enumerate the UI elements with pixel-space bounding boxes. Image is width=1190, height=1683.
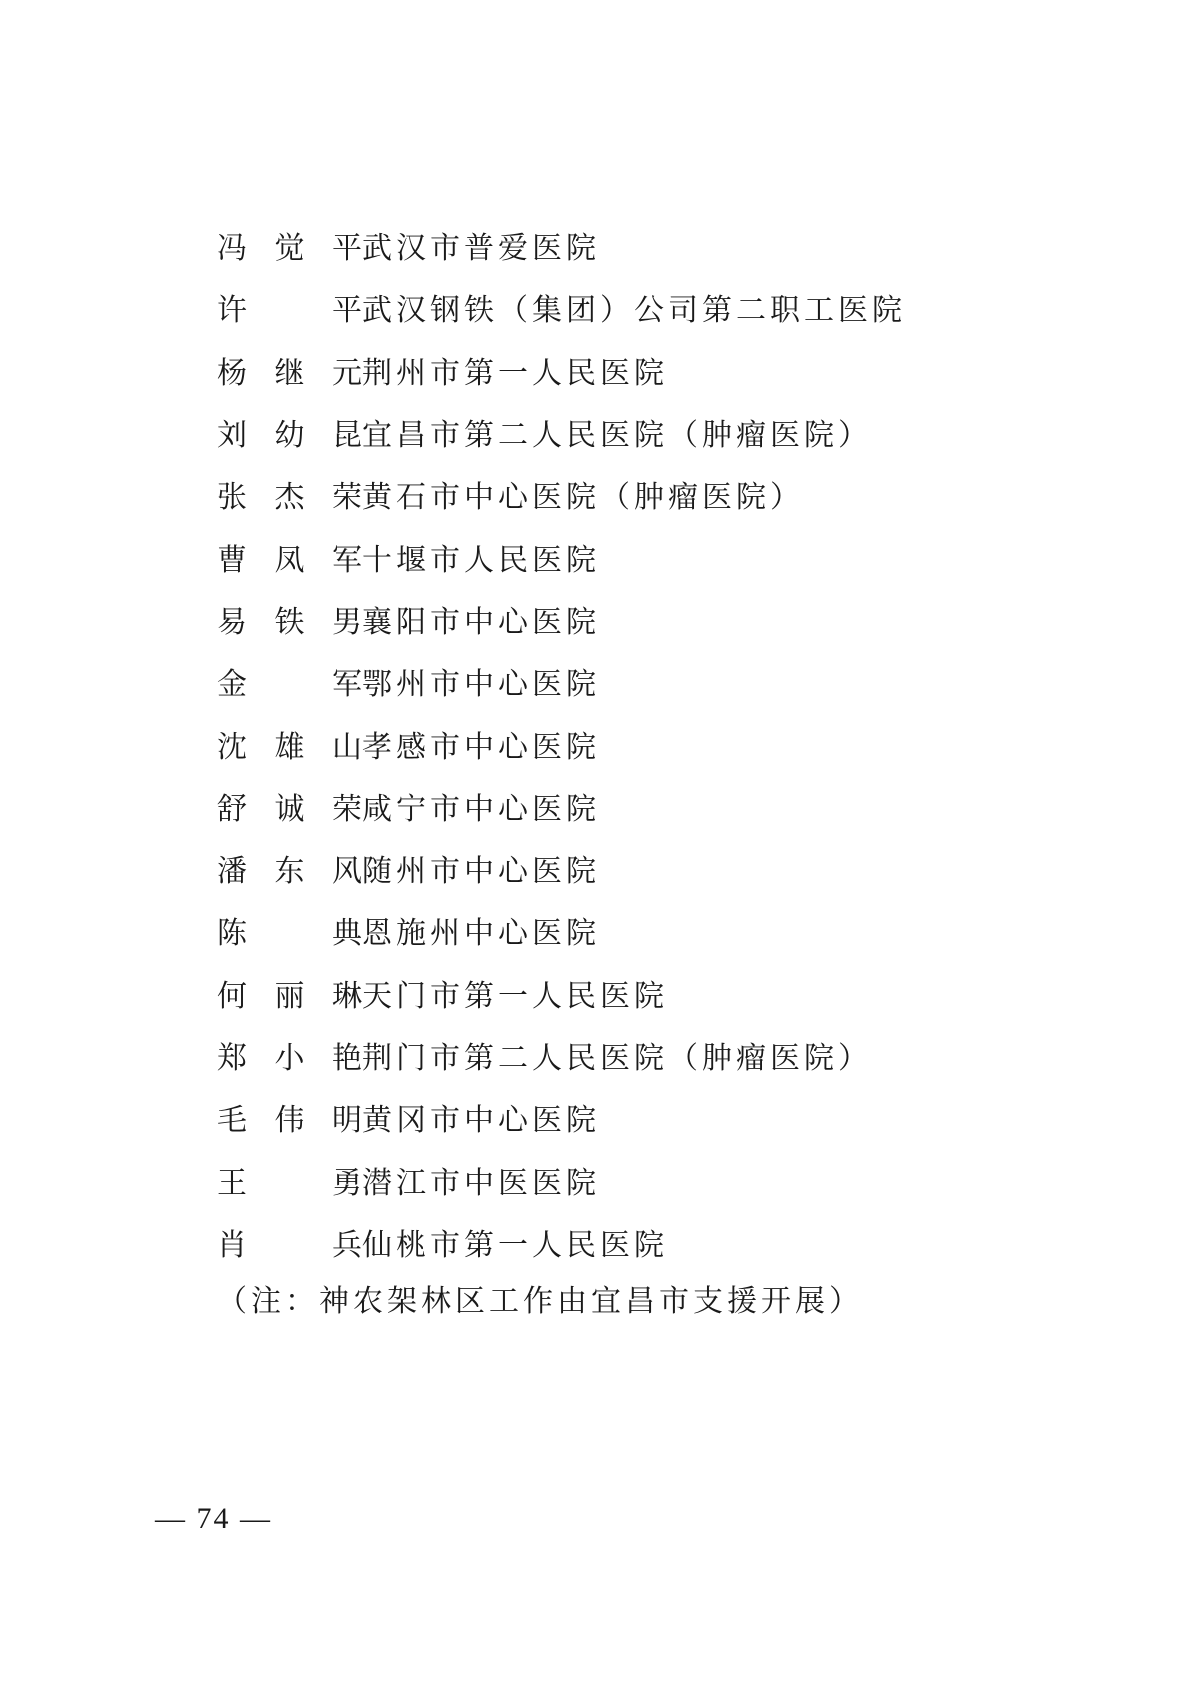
list-item <box>217 276 1117 338</box>
hospital-name: 襄阳市中心医院 <box>362 604 600 640</box>
list-item <box>217 899 1117 961</box>
list-item <box>217 962 1117 1024</box>
hospital-name: 咸宁市中心医院 <box>362 791 600 827</box>
list-item <box>217 837 1117 899</box>
hospital-name: 鄂州市中心医院 <box>362 667 600 703</box>
person-name: 何 丽 琳 <box>217 978 362 1014</box>
person-name: 陈 典 <box>217 916 362 952</box>
hospital-name: 孝感市中心医院 <box>362 729 600 765</box>
hospital-name: 随州市中心医院 <box>362 854 600 890</box>
person-name: 张 杰 荣 <box>217 480 362 516</box>
person-name: 金 军 <box>217 667 362 703</box>
list-item <box>217 775 1117 837</box>
person-name: 刘 幼 昆 <box>217 418 362 454</box>
list-item <box>217 712 1117 774</box>
hospital-name: 荆门市第二人民医院（肿瘤医院） <box>362 1041 872 1076</box>
hospital-name: 潜江市中医医院 <box>362 1165 600 1201</box>
person-name: 王 勇 <box>217 1165 362 1201</box>
person-name: 毛 伟 明 <box>217 1103 362 1139</box>
hospital-name: 宜昌市第二人民医院（肿瘤医院） <box>362 418 872 454</box>
person-name: 郑 小 艳 <box>217 1041 362 1076</box>
hospital-name: 武汉钢铁（集团）公司第二职工医院 <box>362 293 906 329</box>
list-item <box>217 1148 1117 1210</box>
hospital-name: 武汉市普爱医院 <box>362 231 600 267</box>
person-name: 杨 继 元 <box>217 355 362 391</box>
list-item <box>217 1086 1117 1148</box>
hospital-list <box>217 214 1117 1273</box>
list-item <box>217 339 1117 401</box>
hospital-name: 天门市第一人民医院 <box>362 978 668 1014</box>
list-item <box>217 401 1117 463</box>
person-name: 肖 兵 <box>217 1227 362 1263</box>
list-item <box>217 525 1117 587</box>
list-item <box>217 214 1117 276</box>
page-number: — 74 — <box>155 1502 272 1535</box>
hospital-name: 恩施州中心医院 <box>362 916 600 952</box>
list-item <box>217 1024 1117 1086</box>
list-item <box>217 650 1117 712</box>
hospital-name: 黄冈市中心医院 <box>362 1103 600 1139</box>
person-name: 舒 诚 荣 <box>217 791 362 827</box>
list-item <box>217 588 1117 650</box>
person-name: 沈 雄 山 <box>217 729 362 765</box>
list-item <box>217 1211 1117 1273</box>
hospital-name: 荆州市第一人民医院 <box>362 355 668 391</box>
list-item <box>217 463 1117 525</box>
footnote: （注：神农架林区工作由宜昌市支援开展） <box>217 1284 863 1319</box>
person-name: 许 平 <box>217 293 362 329</box>
person-name: 易 铁 男 <box>217 604 362 640</box>
person-name: 冯 觉 平 <box>217 231 362 267</box>
hospital-name: 十堰市人民医院 <box>362 542 600 578</box>
hospital-name: 黄石市中心医院（肿瘤医院） <box>362 480 804 516</box>
hospital-name: 仙桃市第一人民医院 <box>362 1227 668 1263</box>
person-name: 潘 东 风 <box>217 854 362 890</box>
person-name: 曹 凤 军 <box>217 542 362 578</box>
